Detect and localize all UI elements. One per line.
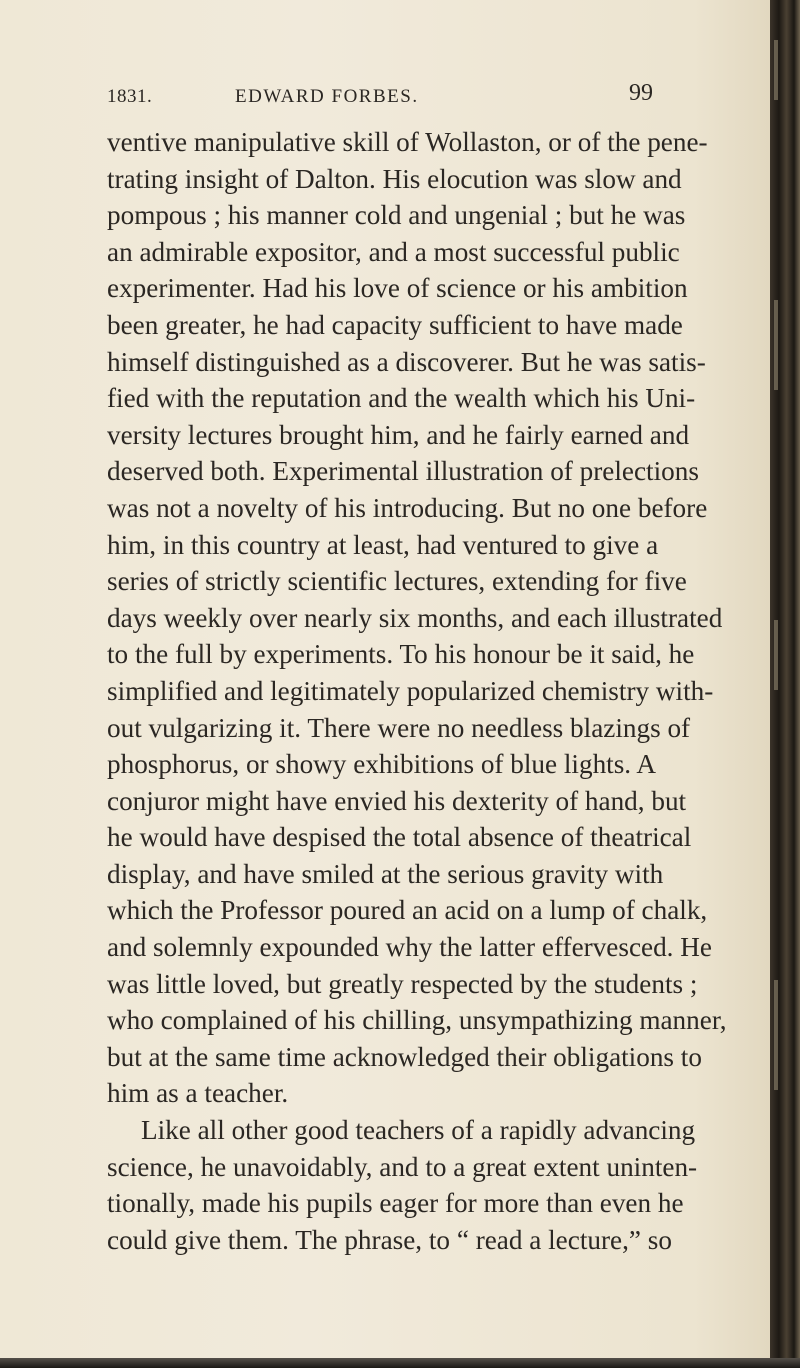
running-header	[107, 80, 653, 114]
text-line: conjuror might have envied his dexterity of hand, but	[107, 785, 687, 816]
text-line: simplified and legitimately popularized chemistry with-	[107, 675, 714, 706]
text-line: him as a teacher.	[107, 1078, 289, 1109]
book-edge	[770, 0, 800, 1368]
text-line: pompous ; his manner cold and ungenial ; but he was	[107, 200, 686, 231]
header-year: 1831.	[107, 86, 153, 107]
edge-highlight	[774, 300, 778, 390]
text-line: and solemnly expounded why the latter effervesced. He	[107, 932, 712, 963]
text-line: fied with the reputation and the wealth which his Uni-	[107, 383, 696, 414]
text-line: science, he unavoidably, and to a great extent uninten-	[107, 1151, 698, 1182]
edge-highlight	[774, 980, 778, 1090]
edge-highlight	[774, 40, 778, 100]
text-line: trating insight of Dalton. His elocution was slow and	[107, 163, 682, 194]
text-line: he would have despised the total absence of theatrical	[107, 822, 692, 853]
text-line: but at the same time acknowledged their obligations to	[107, 1041, 702, 1072]
text-line: him, in this country at least, had ventured to give a	[107, 529, 659, 560]
text-line: phosphorus, or showy exhibitions of blue lights. A	[107, 749, 657, 780]
text-line: versity lectures brought him, and he fairly earned and	[107, 419, 690, 450]
text-line: Like all other good teachers of a rapidly advancing	[141, 1115, 696, 1146]
text-line: out vulgarizing it. There were no needless blazings of	[107, 712, 691, 743]
text-line: series of strictly scientific lectures, extending for five	[107, 566, 687, 597]
text-line: an admirable expositor, and a most successful public	[107, 236, 680, 267]
page-bottom-edge	[0, 1358, 800, 1368]
text-line: who complained of his chilling, unsympathizing manner,	[107, 1005, 727, 1036]
page-number: 99	[629, 80, 653, 106]
text-line: could give them. The phrase, to “ read a lecture,” so	[107, 1224, 672, 1255]
header-title: EDWARD FORBES.	[235, 86, 419, 107]
text-line: experimenter. Had his love of science or his ambition	[107, 273, 688, 304]
text-line: display, and have smiled at the serious gravity with	[107, 858, 664, 889]
text-line: was little loved, but greatly respected by the students ;	[107, 968, 698, 999]
text-line: deserved both. Experimental illustration of prelections	[107, 456, 699, 487]
text-line: been greater, he had capacity sufficient to have made	[107, 309, 683, 340]
text-line: himself distinguished as a discoverer. But he was satis-	[107, 346, 706, 377]
text-line: which the Professor poured an acid on a lump of chalk,	[107, 895, 708, 926]
text-line: to the full by experiments. To his honour be it said, he	[107, 639, 695, 670]
body-text	[107, 124, 727, 1258]
text-line: was not a novelty of his introducing. But no one before	[107, 492, 708, 523]
edge-highlight	[774, 620, 778, 690]
text-line: ventive manipulative skill of Wollaston, or of the pene-	[107, 127, 708, 157]
text-line: days weekly over nearly six months, and each illustrated	[107, 602, 723, 633]
text-line: tionally, made his pupils eager for more than even he	[107, 1188, 684, 1219]
